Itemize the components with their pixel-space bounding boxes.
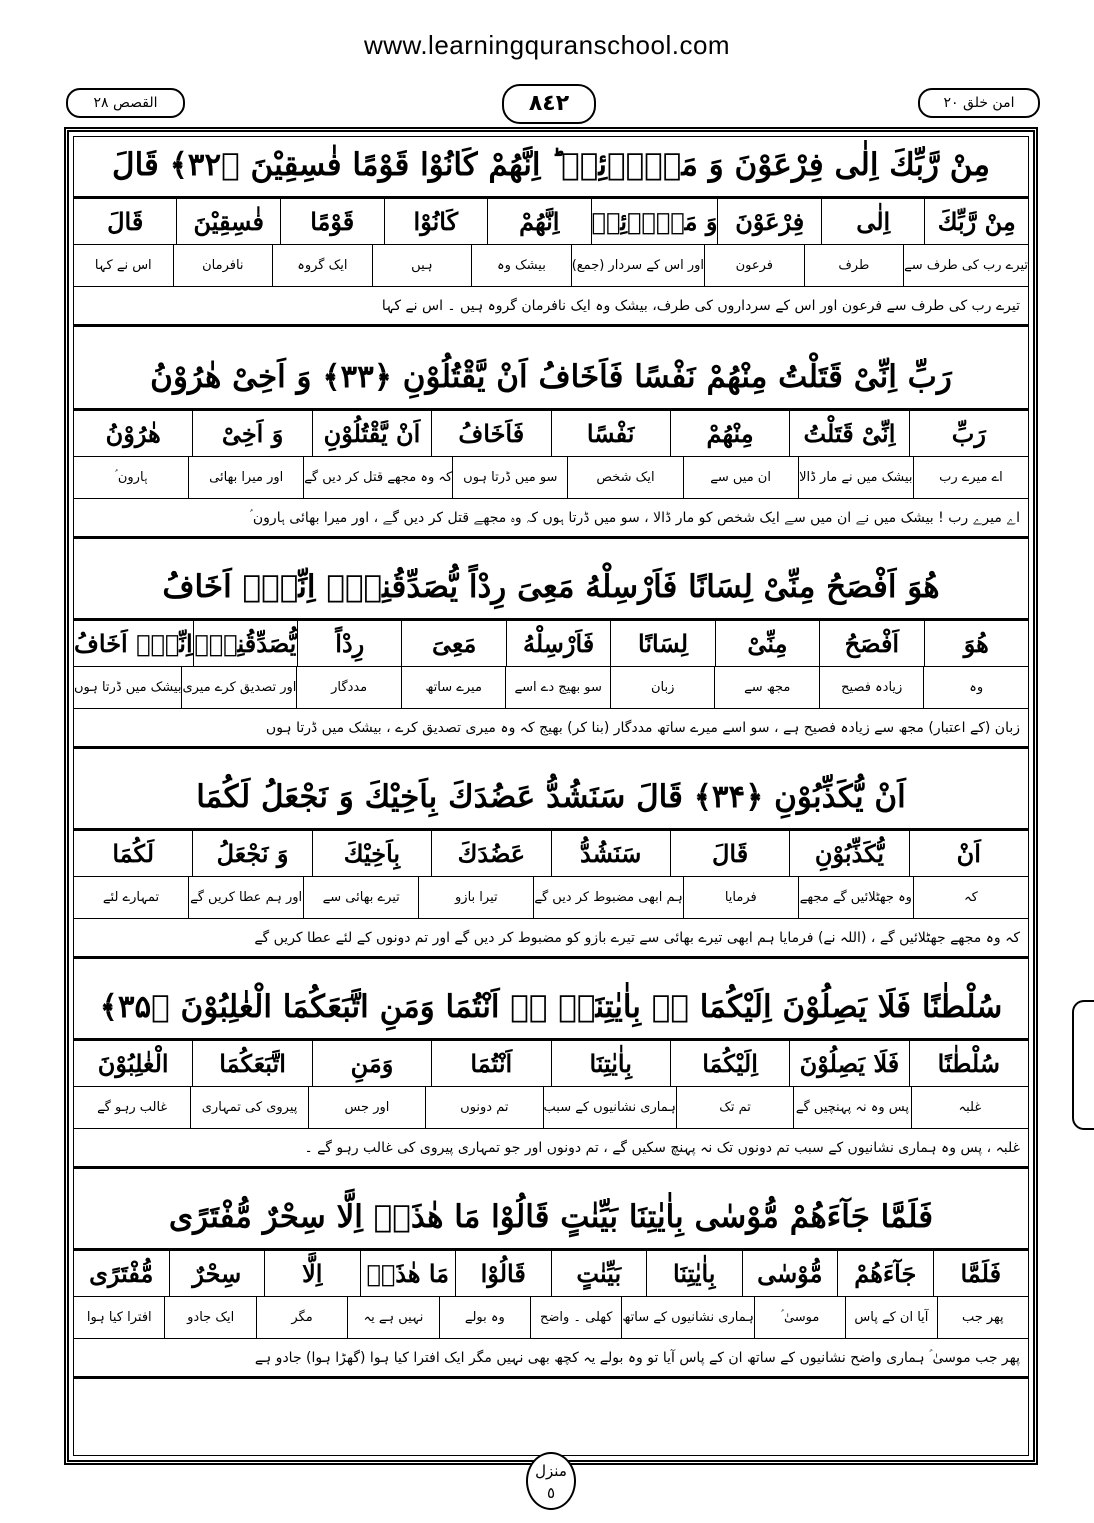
arabic-word-cell: اِنِّىْ قَتَلْتُ xyxy=(789,411,908,456)
word-meaning-row xyxy=(74,877,1028,919)
arabic-word-cell: اِلَيْكُمَا xyxy=(670,1041,789,1086)
word-breakdown-row xyxy=(74,199,1028,245)
arabic-word-cell: كَانُوْا xyxy=(384,199,488,244)
arabic-word-cell: قَالَ xyxy=(670,831,789,876)
page-number: ٨٤٢ xyxy=(502,84,596,124)
urdu-meaning-cell: پس وہ نہ پہنچیں گے xyxy=(793,1087,910,1128)
urdu-meaning-cell: فرعون xyxy=(704,245,804,286)
word-breakdown-row xyxy=(74,831,1028,877)
urdu-meaning-cell: مجھ سے xyxy=(714,667,819,708)
arabic-word-cell: قَالَ xyxy=(107,207,144,236)
arabic-word-cell: فَلَا يَصِلُوْنَ xyxy=(789,1041,908,1086)
urdu-meaning-cell: ان میں سے xyxy=(683,457,798,498)
urdu-meaning-cell: ہیں xyxy=(372,245,472,286)
arabic-word-cell: اَنْ xyxy=(909,831,1028,876)
arabic-word-cell: يُّصَدِّقُنِىْۤ xyxy=(193,621,297,666)
arabic-word-cell: سَنَشُدُّ xyxy=(551,831,670,876)
urdu-meaning-cell: تیرا بازو xyxy=(418,877,533,918)
word-breakdown-row xyxy=(74,1251,1028,1297)
urdu-meaning-cell: آیا ان کے پاس xyxy=(845,1297,936,1338)
urdu-meaning-cell: کہ وہ مجھے قتل کر دیں گے xyxy=(303,457,452,498)
urdu-meaning-cell: ہماری نشانیوں کے ساتھ xyxy=(621,1297,753,1338)
arabic-word-cell: سِحْرٌ xyxy=(169,1251,265,1296)
urdu-meaning-cell: بیشک میں نے مار ڈالا xyxy=(798,457,913,498)
urdu-meaning-cell: ہارون ؑ xyxy=(114,470,148,485)
urdu-meaning-cell: ہماری نشانیوں کے سبب xyxy=(543,1087,676,1128)
arabic-word-cell: هٰرُوْنُ xyxy=(105,419,161,448)
arabic-word-cell: مُّوْسٰى xyxy=(742,1251,838,1296)
urdu-meaning-cell: سو بھیج دے اسے xyxy=(505,667,610,708)
urdu-translation-line: زبان (کے اعتبار) مجھ سے زیادہ فصیح ہے ، سو اسے میرے ساتھ مددگار (بنا کر) بھیج کہ وہ میری تصدیق کرے ، بیشک میں ڈرتا ہوں xyxy=(74,709,1028,749)
urdu-meaning-cell: کہ xyxy=(913,877,1028,918)
urdu-meaning-cell: وہ xyxy=(923,667,1028,708)
arabic-word-cell: اَفْصَحُ xyxy=(819,621,923,666)
urdu-meaning-cell: اور تصدیق کرے میری xyxy=(181,667,296,708)
urdu-meaning-cell: ایک جادو xyxy=(164,1297,255,1338)
urdu-meaning-cell: ایک گروہ xyxy=(272,245,372,286)
urdu-meaning-cell: ہم ابھی مضبوط کر دیں گے xyxy=(533,877,682,918)
surah-name-label: القصص ٢٨ xyxy=(66,88,185,118)
urdu-meaning-cell: پھر جب xyxy=(937,1297,1028,1338)
arabic-word-cell: رَبِّ xyxy=(909,411,1028,456)
arabic-word-cell: اِلَّا xyxy=(264,1251,360,1296)
urdu-meaning-cell: اور ہم عطا کریں گے xyxy=(188,877,303,918)
arabic-word-cell: اتَّبَعَكُمَا xyxy=(192,1041,311,1086)
word-breakdown-row xyxy=(74,621,1028,667)
urdu-meaning-cell: اے میرے رب xyxy=(913,457,1028,498)
urdu-meaning-cell: پیروی کی تمہاری xyxy=(190,1087,307,1128)
urdu-meaning-cell: کھلی ۔ واضح xyxy=(530,1297,621,1338)
urdu-meaning-cell: موسیٰ ؑ xyxy=(754,1297,845,1338)
arabic-word-cell: فَاَخَافُ xyxy=(431,411,550,456)
urdu-meaning-cell: تیرے رب کی طرف سے xyxy=(903,245,1028,286)
ayah-text: فَلَمَّا جَآءَهُمْ مُّوْسٰى بِاٰيٰتِنَا بَيِّنٰتٍ قَالُوْا مَا هٰذَاۤ اِلَّا سِحْرٌ مُّفْتَرًى xyxy=(74,1187,1028,1251)
arabic-word-cell: اَنْ يَّقْتُلُوْنِ xyxy=(312,411,431,456)
arabic-word-cell: قَالُوْا xyxy=(455,1251,551,1296)
arabic-word-cell: مِنْهُمْ xyxy=(670,411,789,456)
word-breakdown-row xyxy=(74,411,1028,457)
urdu-meaning-cell: مددگار xyxy=(296,667,401,708)
arabic-word-cell: سُلْطٰنًا xyxy=(909,1041,1028,1086)
urdu-translation-line: کہ وہ مجھے جھٹلائیں گے ، (اللہ نے) فرمایا ہم ابھی تیرے بھائی سے تیرے بازو کو مضبوط کر دیں گے اور تم دونوں کے لئے عطا کریں گے xyxy=(74,919,1028,959)
urdu-meaning-cell: ایک شخص xyxy=(567,457,682,498)
word-meaning-row xyxy=(74,457,1028,499)
ayah-text: مِنْ رَّبِّكَ اِلٰى فِرْعَوْنَ وَ مَلَا۟ئِهٖ ؕ اِنَّهُمْ كَانُوْا قَوْمًا فٰسِقِيْنَ ﴿۳۲﴾ قَالَ xyxy=(74,135,1028,199)
urdu-meaning-cell: تم دونوں xyxy=(425,1087,542,1128)
urdu-translation-line: غلبہ ، پس وہ ہماری نشانیوں کے سبب تم دونوں تک نہ پہنچ سکیں گے ، تم دونوں اور جو تمہاری پیروی کی غالب رہو گے ۔ xyxy=(74,1129,1028,1169)
arabic-word-cell: قَوْمًا xyxy=(280,199,384,244)
urdu-meaning-cell: وہ جھٹلائیں گے مجھے xyxy=(798,877,913,918)
arabic-word-cell: اِلٰى xyxy=(821,199,925,244)
urdu-meaning-cell: مگر xyxy=(256,1297,347,1338)
urdu-meaning-cell: تیرے بھائی سے xyxy=(303,877,418,918)
urdu-meaning-cell: نافرمان xyxy=(173,245,273,286)
ayah-text: رَبِّ اِنِّىْ قَتَلْتُ مِنْهُمْ نَفْسًا فَاَخَافُ اَنْ يَّقْتُلُوْنِ ﴿۳۳﴾ وَ اَخِىْ هٰرُوْنُ xyxy=(74,347,1028,411)
word-breakdown-row xyxy=(74,1041,1028,1087)
arabic-word-cell: اِنَّهُمْ xyxy=(487,199,591,244)
arabic-word-cell: رِدْاً xyxy=(297,621,401,666)
word-meaning-row xyxy=(74,1297,1028,1339)
urdu-meaning-cell: میرے ساتھ xyxy=(401,667,506,708)
urdu-meaning-cell: اور اس کے سردار (جمع) xyxy=(571,245,704,286)
arabic-word-cell: فَاَرْسِلْهُ xyxy=(506,621,610,666)
arabic-word-cell: جَآءَهُمْ xyxy=(837,1251,933,1296)
urdu-meaning-cell: زیادہ فصیح xyxy=(819,667,924,708)
ayah-text: اَنْ يُّكَذِّبُوْنِ ﴿۳۴﴾ قَالَ سَنَشُدُّ عَضُدَكَ بِاَخِيْكَ وَ نَجْعَلُ لَكُمَا xyxy=(74,767,1028,831)
ayah-section xyxy=(74,135,1028,327)
arabic-word-cell: وَ مَلَا۟ئِهٖ xyxy=(591,199,718,244)
word-meaning-row xyxy=(74,1087,1028,1129)
urdu-meaning-cell: زبان xyxy=(610,667,715,708)
manzil-label: منزل xyxy=(535,1462,567,1480)
arabic-word-cell: الْغٰلِبُوْنَ xyxy=(97,1049,169,1078)
arabic-word-cell: نَفْسًا xyxy=(551,411,670,456)
urdu-meaning-cell: تمہارے لئے xyxy=(102,890,160,905)
arabic-word-cell: يُّكَذِّبُوْنِ xyxy=(789,831,908,876)
arabic-word-cell: اِنِّىْۤ اَخَافُ xyxy=(74,629,193,658)
ayah-section xyxy=(74,557,1028,749)
ayah-section xyxy=(74,977,1028,1169)
manzil-number: ٥ xyxy=(546,1484,556,1502)
urdu-meaning-cell: افترا کیا ہوا xyxy=(86,1310,152,1325)
ayah-text: هُوَ اَفْصَحُ مِنِّىْ لِسَانًا فَاَرْسِلْهُ مَعِىَ رِدْاً يُّصَدِّقُنِىْۤ اِنِّىْۤ اَخَافُ xyxy=(74,557,1028,621)
arabic-word-cell: مُّفْتَرًى xyxy=(89,1259,154,1288)
arabic-word-cell: مِنْ رَّبِّكَ xyxy=(924,199,1028,244)
arabic-word-cell: لِسَانًا xyxy=(610,621,714,666)
urdu-meaning-cell: غالب رہو گے xyxy=(97,1100,168,1115)
urdu-meaning-cell: اس نے کہا xyxy=(94,258,152,273)
arabic-word-cell: بَيِّنٰتٍ xyxy=(551,1251,647,1296)
arabic-word-cell: فَلَمَّا xyxy=(933,1251,1029,1296)
arabic-word-cell: فٰسِقِيْنَ xyxy=(176,199,280,244)
arabic-word-cell: وَ اَخِىْ xyxy=(192,411,311,456)
urdu-meaning-cell: غلبہ xyxy=(911,1087,1028,1128)
urdu-meaning-cell: طرف xyxy=(804,245,904,286)
ayah-text: سُلْطٰنًا فَلَا يَصِلُوْنَ اِلَيْكُمَا ۚۛ بِاٰيٰتِنَاۤ ۚۛ اَنْتُمَا وَمَنِ اتَّبَعَكُمَا الْغٰلِبُوْنَ ﴿۳۵﴾ xyxy=(74,977,1028,1041)
urdu-meaning-cell: سو میں ڈرتا ہوں xyxy=(452,457,567,498)
arabic-word-cell: مَعِىَ xyxy=(401,621,505,666)
arabic-word-cell: وَ نَجْعَلُ xyxy=(192,831,311,876)
ayah-section xyxy=(74,347,1028,539)
urdu-translation-line: تیرے رب کی طرف سے فرعون اور اس کے سرداروں کی طرف، بیشک وہ ایک نافرمان گروہ ہیں ۔ اس نے کہا xyxy=(74,287,1028,327)
arabic-word-cell: لَكُمَا xyxy=(112,839,155,868)
arabic-word-cell: عَضُدَكَ xyxy=(431,831,550,876)
urdu-translation-line: پھر جب موسیٰ ؑ ہماری واضح نشانیوں کے ساتھ ان کے پاس آیا تو وہ بولے یہ کچھ بھی نہیں مگر ایک افترا کیا ہوا (گھڑا ہوا) جادو ہے xyxy=(74,1339,1028,1379)
arabic-word-cell: بِاَخِيْكَ xyxy=(312,831,431,876)
urdu-meaning-cell: بیشک وہ xyxy=(471,245,571,286)
urdu-translation-line: اے میرے رب ! بیشک میں نے ان میں سے ایک شخص کو مار ڈالا ، سو میں ڈرتا ہوں کہ وہ مجھے قتل کر دیں گے ، اور میرا بھائی ہارون ؑ xyxy=(74,499,1028,539)
arabic-word-cell: بِاٰيٰتِنَا xyxy=(646,1251,742,1296)
urdu-meaning-cell: اور جس xyxy=(308,1087,425,1128)
manzil-marker xyxy=(526,1452,576,1510)
website-url[interactable]: www.learningquranschool.com xyxy=(363,30,731,60)
urdu-meaning-cell: نہیں ہے یہ xyxy=(347,1297,438,1338)
urdu-meaning-cell: تم تک xyxy=(676,1087,793,1128)
word-meaning-row xyxy=(74,245,1028,287)
arabic-word-cell: وَمَنِ xyxy=(312,1041,431,1086)
arabic-word-cell: بِاٰيٰتِنَا xyxy=(551,1041,670,1086)
arabic-word-cell: فِرْعَوْنَ xyxy=(717,199,821,244)
arabic-word-cell: هُوَ xyxy=(924,621,1028,666)
arabic-word-cell: مِنِّىْ xyxy=(715,621,819,666)
arabic-word-cell: اَنْتُمَا xyxy=(431,1041,550,1086)
ayah-section xyxy=(74,1187,1028,1379)
urdu-meaning-cell: بیشک میں ڈرتا ہوں xyxy=(73,680,182,695)
urdu-meaning-cell: فرمایا xyxy=(683,877,798,918)
arabic-word-cell: مَا هٰذَاۤ xyxy=(360,1251,456,1296)
urdu-meaning-cell: اور میرا بھائی xyxy=(188,457,303,498)
ayah-section xyxy=(74,767,1028,959)
margin-ruku-marker xyxy=(1072,1000,1094,1130)
juz-name-label: امن خلق ٢٠ xyxy=(918,88,1040,118)
urdu-meaning-cell: وہ بولے xyxy=(439,1297,530,1338)
word-meaning-row xyxy=(74,667,1028,709)
